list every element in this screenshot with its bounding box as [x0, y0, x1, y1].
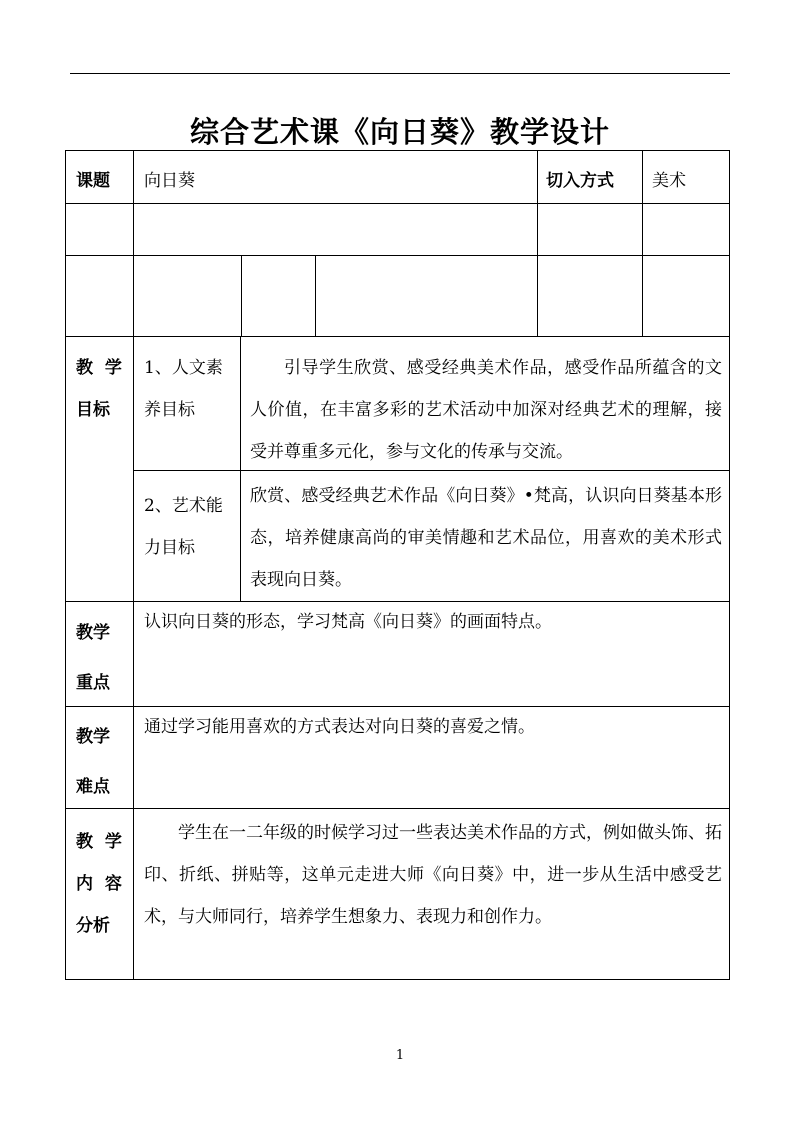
- content-analysis-label: 教 学: [76, 832, 122, 852]
- topic-value: 向日葵: [144, 171, 195, 191]
- table-col-divider: [537, 150, 538, 337]
- objectives-label: 教 学: [76, 358, 122, 378]
- objective1-label: 1、人文素: [144, 358, 223, 378]
- table-col-divider: [133, 150, 134, 980]
- key-points-label: 教学: [76, 623, 110, 643]
- difficulties-label: 教学: [76, 727, 110, 747]
- approach-value: 美术: [652, 171, 686, 191]
- page-title: 综合艺术课《向日葵》教学设计: [189, 115, 610, 149]
- objective2-label-line2: 力目标: [144, 538, 195, 558]
- key-points-text: 认识向日葵的形态，学习梵高《向日葵》的画面特点。: [144, 612, 552, 632]
- table-row-divider: [65, 255, 730, 256]
- approach-label: 切入方式: [546, 171, 614, 191]
- table-border-left: [65, 150, 66, 980]
- objective1-text: 引导学生欣赏、感受经典美术作品，感受作品所蕴含的文人价值，在丰富多彩的艺术活动中加深对经典艺术的理解，接受并尊重多元化，参与文化的传承与交流。: [250, 358, 722, 462]
- table-col-divider: [241, 255, 242, 337]
- table-col-divider: [240, 336, 241, 602]
- table-border-bottom: [65, 979, 730, 980]
- table-row-divider: [65, 808, 730, 809]
- key-points-label-line2: 重点: [76, 673, 110, 693]
- content-analysis-text: 学生在一二年级的时候学习过一些表达美术作品的方式，例如做头饰、拓印、折纸、拼贴等，这单元走进大师《向日葵》中，进一步从生活中感受艺术，与大师同行，培养学生想象力、表现力和创作力。: [144, 823, 722, 927]
- table-border-top: [65, 150, 730, 151]
- objectives-label-line2: 目标: [76, 400, 110, 420]
- content-analysis-label-line2: 内 容: [76, 874, 122, 894]
- table-col-divider: [642, 150, 643, 337]
- difficulties-label-line2: 难点: [76, 777, 110, 797]
- difficulties-text: 通过学习能用喜欢的方式表达对向日葵的喜爱之情。: [144, 717, 535, 737]
- objective2-label: 2、艺术能: [144, 496, 223, 516]
- table-col-divider: [315, 255, 316, 337]
- table-row-divider: [65, 336, 730, 337]
- page-number: 1: [395, 1048, 405, 1063]
- content-analysis-label-line3: 分析: [76, 916, 110, 936]
- table-border-right: [729, 150, 730, 980]
- objective1-label-line2: 养目标: [144, 400, 195, 420]
- topic-label: 课题: [76, 171, 110, 191]
- table-row-divider: [65, 203, 730, 204]
- objective2-text: 欣赏、感受经典艺术作品《向日葵》•梵高，认识向日葵基本形态，培养健康高尚的审美情趣和艺术品位，用喜欢的美术形式表现向日葵。: [250, 486, 722, 590]
